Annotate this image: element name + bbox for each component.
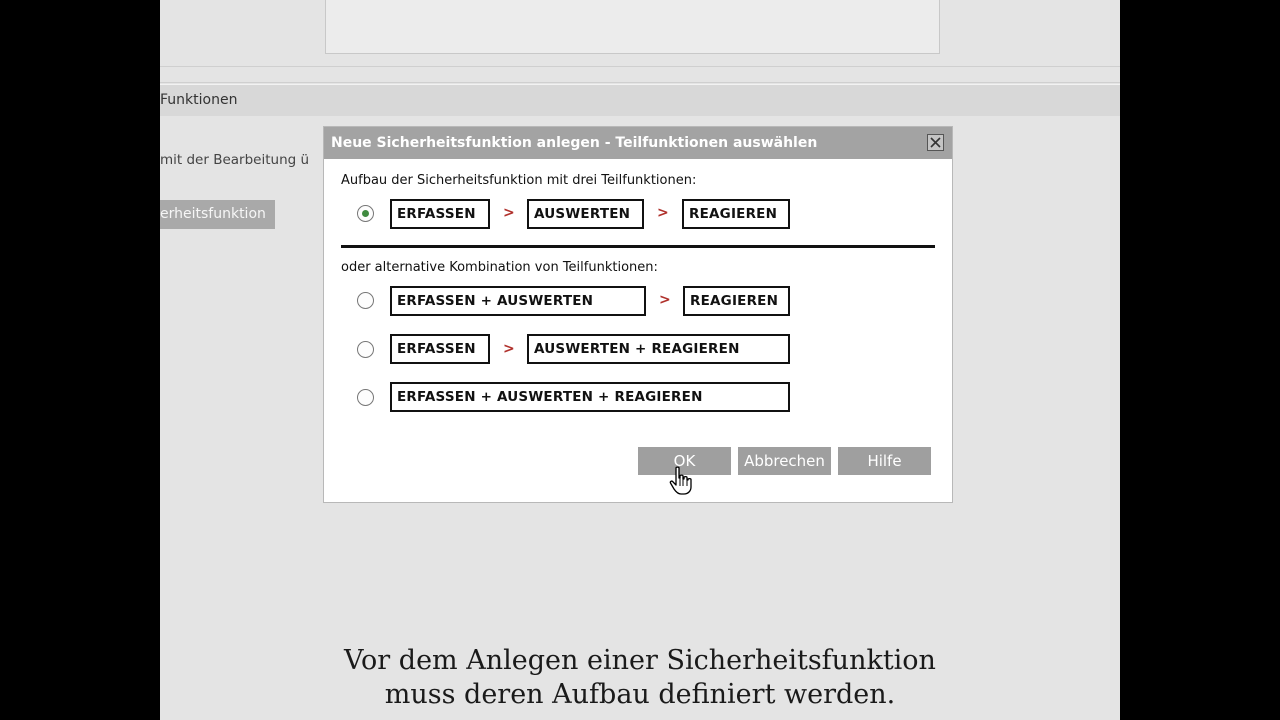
- radio-option-1[interactable]: [357, 205, 374, 222]
- close-button[interactable]: [927, 134, 944, 151]
- box-auswerten-reagieren: AUSWERTEN + REAGIEREN: [527, 334, 790, 364]
- arrow-icon: >: [503, 205, 515, 221]
- arrow-icon: >: [657, 205, 669, 221]
- box-reagieren: REAGIEREN: [683, 286, 790, 316]
- box-erfassen: ERFASSEN: [390, 199, 490, 229]
- box-erfassen: ERFASSEN: [390, 334, 490, 364]
- box-reagieren: REAGIEREN: [682, 199, 790, 229]
- caption-line-2: muss deren Aufbau definiert werden.: [384, 679, 896, 710]
- app-screen: [160, 0, 1120, 720]
- caption-line-1: Vor dem Anlegen einer Sicherheitsfunktion: [344, 645, 936, 676]
- divider: [160, 66, 1120, 67]
- new-safety-function-dialog: [323, 126, 953, 503]
- radio-option-3[interactable]: [357, 341, 374, 358]
- box-auswerten: AUSWERTEN: [527, 199, 644, 229]
- box-erfassen-auswerten-reagieren: ERFASSEN + AUSWERTEN + REAGIEREN: [390, 382, 790, 412]
- arrow-icon: >: [503, 341, 515, 357]
- section-header-label: Funktionen: [160, 92, 238, 108]
- alternative-combination-label: oder alternative Kombination von Teilfunktionen:: [341, 260, 658, 275]
- help-button[interactable]: Hilfe: [838, 447, 931, 475]
- cancel-button[interactable]: Abbrechen: [738, 447, 831, 475]
- background-text: mit der Bearbeitung ü: [160, 152, 310, 168]
- dialog-title: Neue Sicherheitsfunktion anlegen - Teilfunktionen auswählen: [331, 135, 818, 151]
- dialog-titlebar: [324, 127, 952, 159]
- subtitle-caption: [160, 644, 1120, 712]
- box-erfassen-auswerten: ERFASSEN + AUSWERTEN: [390, 286, 646, 316]
- top-content-panel: [325, 0, 940, 54]
- background-button[interactable]: erheitsfunktion: [160, 200, 275, 229]
- radio-option-4[interactable]: [357, 389, 374, 406]
- separator: [341, 245, 935, 248]
- arrow-icon: >: [659, 292, 671, 308]
- divider: [160, 82, 1120, 83]
- radio-option-2[interactable]: [357, 292, 374, 309]
- hand-cursor-icon: [669, 466, 693, 496]
- section-header: [160, 84, 1120, 116]
- ok-button[interactable]: OK: [638, 447, 731, 475]
- close-icon: [930, 137, 941, 148]
- three-part-structure-label: Aufbau der Sicherheitsfunktion mit drei Teilfunktionen:: [341, 173, 697, 188]
